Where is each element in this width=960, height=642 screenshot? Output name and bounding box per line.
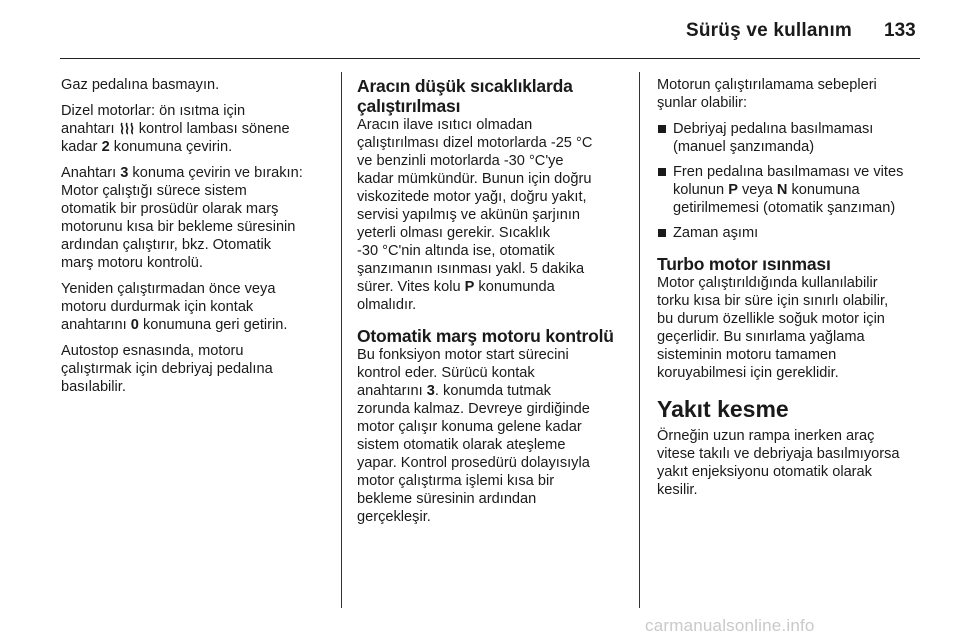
paragraph: Motor çalıştırıldığında kullanılabilir torku kısa bir süre için sınırlı olabilir, bu durum özellikle soğuk motor için geçerlidir. Bu sınırlama yağlama sisteminin motoru tamamen koruyabilmesi için gereklidir. — [657, 275, 889, 381]
section-heading: Otomatik marş motoru kontrolü — [357, 326, 614, 346]
column-divider — [639, 72, 640, 608]
bullet-square-icon — [658, 125, 666, 133]
section-heading: Turbo motor ısınması — [657, 254, 831, 274]
header-divider — [60, 58, 920, 59]
section-heading: Aracın düşük sıcaklıklarda çalıştırılması — [357, 76, 573, 116]
paragraph: Yeniden çalıştırmadan önce veya motoru durdurmak için kontak anahtarını 0 konumuna geri getirin. — [61, 281, 288, 333]
page-number: 133 — [884, 20, 916, 41]
bullet-list — [657, 120, 931, 242]
paragraph: Gaz pedalına basmayın. — [61, 77, 220, 93]
list-item: Fren pedalına basılmaması ve vites kolunun P veya N konumuna getirilmemesi (otomatik şanzıman) — [657, 163, 931, 217]
paragraph: Aracın ilave ısıtıcı olmadan çalıştırılması dizel motorlarda -25 °C ve benzinli motorlarda -30 °C'ye kadar mümkündür. Bunun için doğru viskozitede motor yağı, doğru yakıt, servisi yapılmış ve akünün şarjının yeterli olması gerekir. Sıcaklık -30 °C'nin altında ise, otomatik şanzımanın ısınması yakl. 5 dakika sürer. Vites kolu P konumunda olmalıdır. — [357, 117, 593, 313]
column-left — [61, 76, 333, 404]
column-divider — [341, 72, 342, 608]
column-right — [657, 76, 931, 507]
list-item: Zaman aşımı — [657, 224, 931, 242]
watermark-text: carmanualsonline.info — [645, 616, 815, 635]
bullet-square-icon — [658, 229, 666, 237]
paragraph: Dizel motorlar: ön ısıtma için anahtarı kontrol lambası sönene kadar 2 konumuna çevirin. — [61, 103, 290, 155]
bullet-square-icon — [658, 168, 666, 176]
paragraph: Anahtarı 3 konuma çevirin ve bırakın: Motor çalıştığı sürece sistem otomatik bir prosüdür olarak marş motorunu kısa bir bekleme süresinin ardından çalıştırır, bkz. Otomatik marş motoru kontrolü. — [61, 165, 303, 271]
list-item: Debriyaj pedalına basılmaması (manuel şanzımanda) — [657, 120, 931, 156]
major-heading: Yakıt kesme — [657, 396, 789, 422]
column-middle — [357, 76, 629, 534]
paragraph: Örneğin uzun rampa inerken araç vitese takılı ve debriyaja basılmıyorsa yakıt enjeksiyonu otomatik olarak kesilir. — [657, 428, 900, 498]
paragraph: Motorun çalıştırılamama sebepleri şunlar olabilir: — [657, 77, 877, 111]
paragraph: Autostop esnasında, motoru çalıştırmak için debriyaj pedalına basılabilir. — [61, 343, 273, 395]
page-header-title: Sürüş ve kullanım — [686, 20, 853, 41]
glow-plug-icon — [120, 122, 134, 135]
paragraph: Bu fonksiyon motor start sürecini kontrol eder. Sürücü kontak anahtarını 3. konumda tutmak zorunda kalmaz. Devreye girdiğinde motor çalışır konuma gelene kadar sistem otomatik olarak ateşleme yapar. Kontrol prosedürü dolayısıyla motor çalıştırma işlemi kısa bir bekleme süresinin ardından gerçekleşir. — [357, 347, 590, 525]
